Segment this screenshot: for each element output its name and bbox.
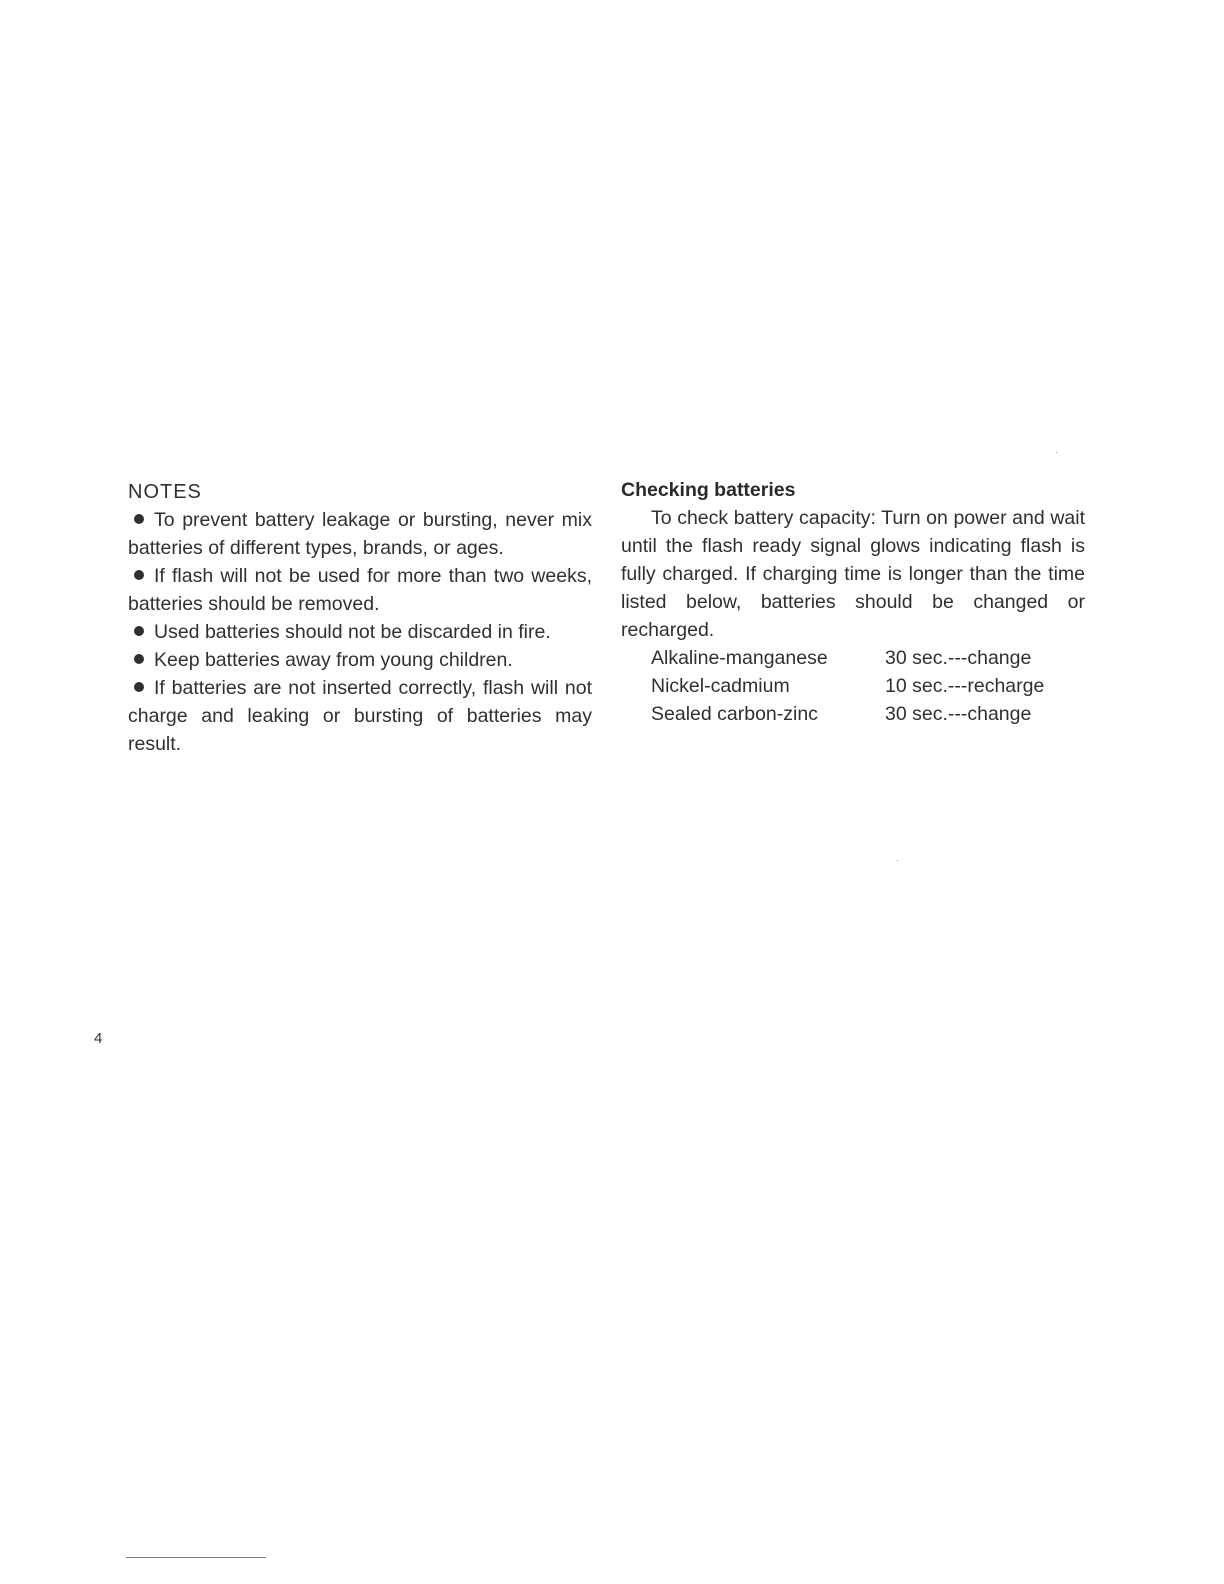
note-item	[128, 618, 592, 646]
charge-time: 10 sec.---recharge	[885, 675, 1045, 697]
checking-batteries-section	[621, 476, 1085, 728]
battery-type: Nickel-cadmium	[651, 675, 790, 697]
bullet-icon	[134, 514, 144, 524]
note-text: To prevent battery leakage or bursting, never mix batteries of different types, brands, or ages.	[128, 509, 592, 559]
battery-type: Sealed carbon-zinc	[651, 703, 818, 725]
note-text: Keep batteries away from young children.	[154, 649, 513, 671]
bullet-icon	[134, 654, 144, 664]
charge-time: 30 sec.---change	[885, 647, 1032, 669]
battery-charge-table	[651, 644, 1044, 728]
note-item	[128, 674, 592, 758]
scan-speck	[1056, 452, 1057, 453]
bullet-icon	[134, 626, 144, 636]
note-item	[128, 562, 592, 618]
bullet-icon	[134, 570, 144, 580]
charge-time: 30 sec.---change	[885, 703, 1032, 725]
note-item	[128, 506, 592, 562]
note-text: If flash will not be used for more than two weeks, batteries should be removed.	[128, 565, 592, 615]
scan-speck	[897, 860, 898, 861]
section-title: Checking batteries	[621, 479, 796, 501]
page-number: 4	[94, 1030, 103, 1047]
note-text: Used batteries should not be discarded in fire.	[154, 621, 551, 643]
notes-heading: NOTES	[128, 481, 202, 503]
notes-section	[128, 478, 592, 758]
battery-type: Alkaline-manganese	[651, 647, 828, 669]
bullet-icon	[134, 682, 144, 692]
table-row	[651, 672, 1044, 700]
table-row	[651, 644, 1044, 672]
footer-rule	[126, 1557, 266, 1558]
note-item	[128, 646, 592, 674]
note-text: If batteries are not inserted correctly, flash will not charge and leaking or bursting of batteries may result.	[128, 677, 592, 755]
checking-paragraph: To check battery capacity: Turn on power and wait until the flash ready signal glows indicating flash is fully charged. If charging time is longer than the time listed below, batteries should be changed or recharged.	[621, 507, 1085, 641]
table-row	[651, 700, 1044, 728]
